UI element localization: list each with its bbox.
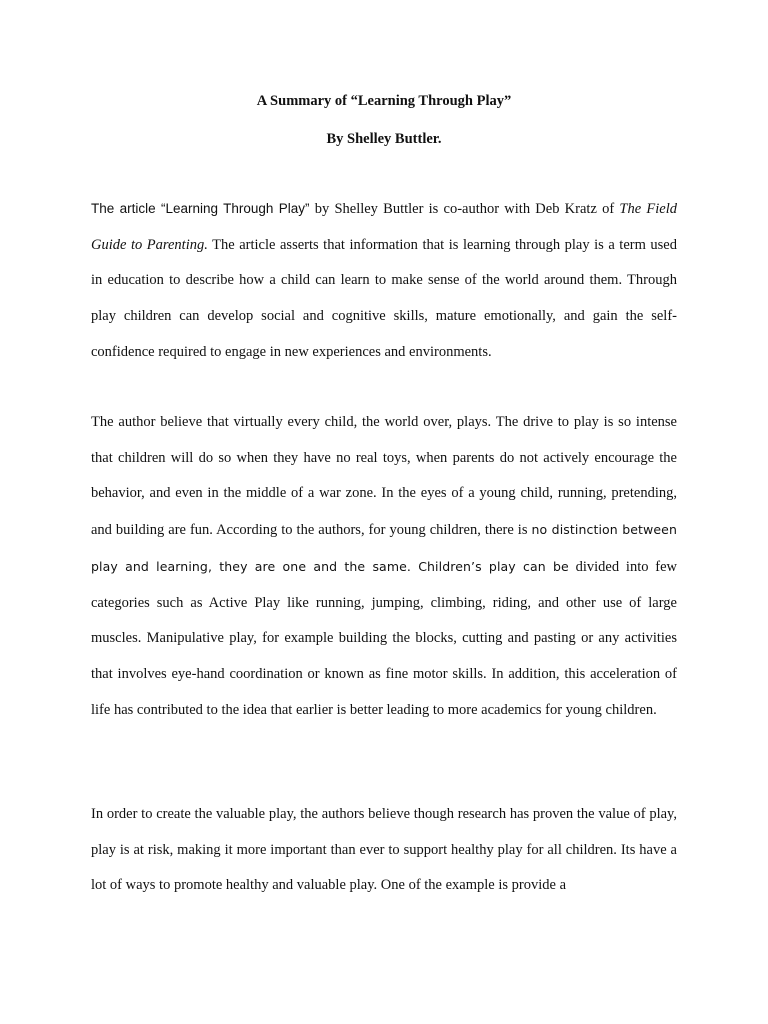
paragraph-2-part-a: The author believe that virtually every child, the world over, plays. The drive to play is so intense that children will do so when they have no real toys, when parents do not actively encourage the behavior, and even in the middle of a war zone. In the eyes of a young child, running, pretending, and building are fun. According to the authors, for young children, there is: [91, 414, 677, 539]
paragraph-2: [91, 405, 677, 728]
document-byline: By Shelley Buttler.: [326, 131, 442, 147]
paragraph-1-intro-rest: by Shelley Buttler is co-author with Deb Kratz of: [309, 201, 620, 217]
paragraph-1-body: The article asserts that information that is learning through play is a term used in education to describe how a child can learn to make sense of the world around them. Through play children can develop social and cognitive skills, mature emotionally, and gain the self-confidence required to engage in new experiences and environments.: [91, 236, 677, 360]
paragraph-3: In order to create the valuable play, the authors believe though research has proven the value of play, play is at risk, making it more important than ever to support healthy play for all children. Its have a lot of ways to promote healthy and valuable play. One of the example is provide a: [91, 806, 677, 894]
paragraph-2-part-b: no distinction between play and learning, they are one and the same. Children’s play can be: [91, 522, 677, 574]
paragraph-2-part-c: divided into few categories such as Active Play like running, jumping, climbing, riding, and other use of large muscles. Manipulative play, for example building the blocks, cutting and pasting or any activities that involves eye-hand coordination or known as fine motor skills. In addition, this acceleration of life has contributed to the idea that earlier is better leading to more academics for young children.: [91, 558, 677, 718]
paragraph-1: [91, 191, 677, 371]
document-title: A Summary of “Learning Through Play”: [256, 93, 512, 109]
paragraph-1-intro: The article “Learning Through Play”: [91, 201, 310, 216]
book-title: The Field Guide to Parenting.: [91, 201, 677, 253]
